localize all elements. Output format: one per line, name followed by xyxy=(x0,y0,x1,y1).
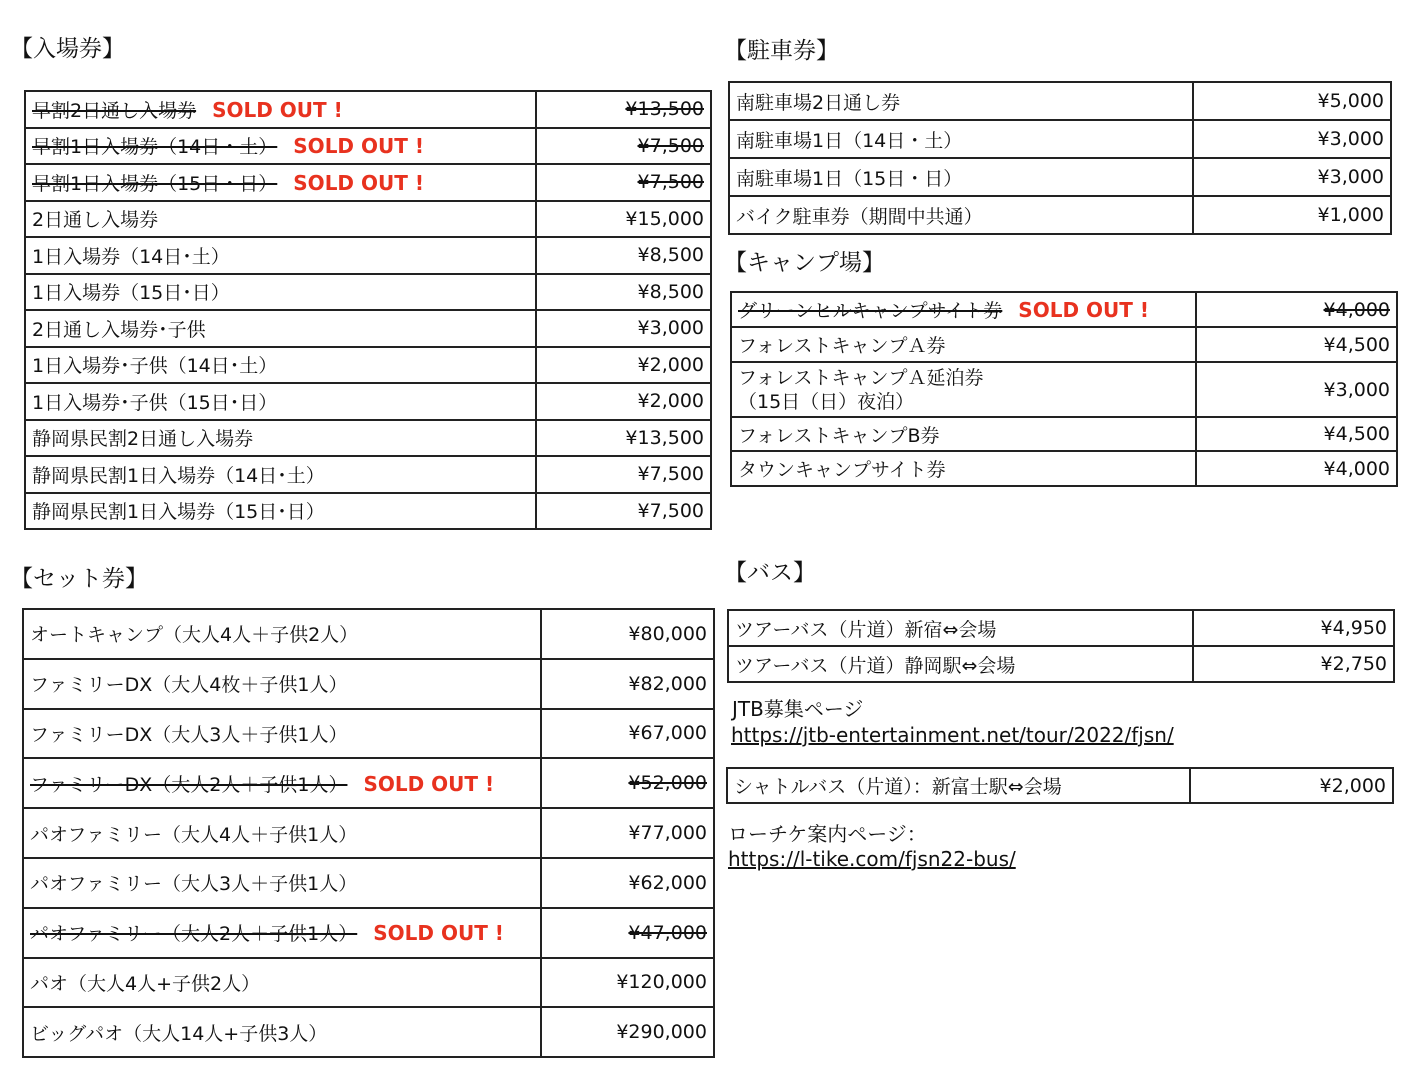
admission-rows xyxy=(25,91,711,529)
ticket-price: ¥52,000 xyxy=(541,758,714,808)
ticket-name-cell xyxy=(25,310,536,347)
ticket-name: パオファミリー（大人3人＋子供1人） xyxy=(30,873,358,896)
ticket-name-cell xyxy=(25,420,536,457)
ticket-name: パオファミリー（大人4人＋子供1人） xyxy=(30,823,358,846)
ticket-name-cell xyxy=(728,610,1193,646)
ticket-name: 早割1日入場券（14日・土） xyxy=(32,136,278,159)
shuttle-table xyxy=(726,767,1394,804)
ticket-name-cell xyxy=(23,709,541,759)
ticket-name: 1日入場券（14日･土） xyxy=(32,245,230,268)
ticket-price: ¥7,500 xyxy=(536,456,711,493)
ticket-name: パオ（大人4人+子供2人） xyxy=(30,972,261,995)
ticket-name: ツアーバス（片道）静岡駅⇔会場 xyxy=(735,654,1016,677)
admission-row xyxy=(25,383,711,420)
shuttle-row xyxy=(727,768,1393,803)
ticket-name: フォレストキャンプＡ延泊券 xyxy=(738,366,984,389)
ticket-price: ¥7,500 xyxy=(536,164,711,201)
ticket-name: 南駐車場1日（15日・日） xyxy=(736,167,963,190)
ticket-name: フォレストキャンプB券 xyxy=(738,424,940,447)
parking-row xyxy=(729,120,1391,158)
ticket-price: ¥5,000 xyxy=(1193,82,1391,120)
ticket-name-cell xyxy=(731,451,1196,486)
camp-row xyxy=(731,292,1397,327)
ticket-name-cell xyxy=(731,292,1196,327)
parking-row xyxy=(729,82,1391,120)
ticket-name-cell xyxy=(729,120,1193,158)
jtb-link[interactable]: https://jtb-entertainment.net/tour/2022/fjsn/ xyxy=(731,723,1174,747)
set-row xyxy=(23,808,714,858)
ticket-name-cell xyxy=(25,456,536,493)
bus-table xyxy=(727,609,1395,683)
admission-row xyxy=(25,274,711,311)
jtb-label: JTB募集ページ xyxy=(732,697,864,721)
ticket-name-cell xyxy=(23,808,541,858)
set-row xyxy=(23,709,714,759)
ticket-price: ¥290,000 xyxy=(541,1007,714,1057)
ticket-name: フォレストキャンプＡ券 xyxy=(738,335,946,357)
ticket-name: 南駐車場1日（14日・土） xyxy=(736,129,963,152)
ticket-name-cell xyxy=(729,82,1193,120)
ticket-name: 静岡県民割1日入場券（14日･土） xyxy=(32,464,325,487)
ticket-price: ¥8,500 xyxy=(536,274,711,311)
ticket-name-cell xyxy=(731,417,1196,451)
camp-row xyxy=(731,451,1397,486)
admission-row xyxy=(25,237,711,274)
ticket-name: 南駐車場2日通し券 xyxy=(736,91,901,114)
ticket-name: 1日入場券（15日･日） xyxy=(32,282,230,305)
admission-row xyxy=(25,128,711,165)
ticket-price: ¥80,000 xyxy=(541,609,714,659)
ticket-name-cell xyxy=(25,201,536,238)
admission-row xyxy=(25,347,711,384)
set-row xyxy=(23,758,714,808)
ticket-name-line2: （15日（日）夜泊） xyxy=(738,390,915,413)
lawson-link[interactable]: https://l-tike.com/fjsn22-bus/ xyxy=(728,847,1016,871)
ticket-price: ¥2,000 xyxy=(536,347,711,384)
ticket-name-cell xyxy=(23,908,541,958)
ticket-name-cell xyxy=(728,646,1193,682)
bus-rows xyxy=(728,610,1394,682)
ticket-name-cell xyxy=(25,237,536,274)
ticket-name: ツアーバス（片道）新宿⇔会場 xyxy=(735,618,997,641)
set-row xyxy=(23,609,714,659)
ticket-price: ¥4,500 xyxy=(1196,417,1397,451)
ticket-name: ビッグパオ（大人14人+子供3人） xyxy=(30,1022,328,1045)
ticket-name-cell xyxy=(25,347,536,384)
set-row xyxy=(23,858,714,908)
ticket-name: 1日入場券･子供（15日･日） xyxy=(32,391,278,414)
ticket-name-cell xyxy=(729,196,1193,234)
admission-row xyxy=(25,456,711,493)
ticket-price: ¥3,000 xyxy=(1196,362,1397,417)
ticket-name-cell xyxy=(25,274,536,311)
ticket-price: ¥2,000 xyxy=(536,383,711,420)
set-table xyxy=(22,608,715,1058)
admission-row xyxy=(25,164,711,201)
ticket-name: 静岡県民割1日入場券（15日･日） xyxy=(32,501,325,524)
ticket-name-cell xyxy=(729,158,1193,196)
set-heading: 【セット券】 xyxy=(10,566,148,592)
set-rows xyxy=(23,609,714,1057)
admission-row xyxy=(25,420,711,457)
admission-heading: 【入場券】 xyxy=(10,36,125,62)
ticket-name-cell xyxy=(25,493,536,530)
ticket-price: ¥7,500 xyxy=(536,493,711,530)
ticket-name: ファミリーDX（大人4枚＋子供1人） xyxy=(30,674,348,697)
ticket-price: ¥120,000 xyxy=(541,958,714,1008)
parking-rows xyxy=(729,82,1391,234)
parking-row xyxy=(729,196,1391,234)
ticket-name-cell xyxy=(25,164,536,201)
ticket-name: グリーンヒルキャンプサイト券 xyxy=(738,300,1003,322)
ticket-name: ファミリーDX（大人3人＋子供1人） xyxy=(30,723,348,746)
camp-table xyxy=(730,291,1398,487)
admission-row xyxy=(25,493,711,530)
set-row xyxy=(23,908,714,958)
sold-out-badge: SOLD OUT ! xyxy=(373,921,504,946)
ticket-price: ¥8,500 xyxy=(536,237,711,274)
camp-row xyxy=(731,417,1397,451)
bus-row xyxy=(728,610,1394,646)
admission-table xyxy=(24,90,712,530)
ticket-name-cell xyxy=(23,1007,541,1057)
sold-out-badge: SOLD OUT ! xyxy=(1018,298,1149,322)
ticket-name: 1日入場券･子供（14日･土） xyxy=(32,355,278,378)
lawson-label: ローチケ案内ページ： xyxy=(728,822,927,846)
sold-out-badge: SOLD OUT ! xyxy=(363,771,495,796)
camp-rows xyxy=(731,292,1397,486)
ticket-price: ¥13,500 xyxy=(536,91,711,128)
sold-out-badge: SOLD OUT ! xyxy=(212,97,343,122)
bus-heading: 【バス】 xyxy=(724,560,816,586)
ticket-price: ¥47,000 xyxy=(541,908,714,958)
ticket-price: ¥67,000 xyxy=(541,709,714,759)
set-row xyxy=(23,958,714,1008)
ticket-name-cell xyxy=(25,91,536,128)
set-row xyxy=(23,1007,714,1057)
ticket-price: ¥13,500 xyxy=(536,420,711,457)
parking-row xyxy=(729,158,1391,196)
sold-out-badge: SOLD OUT ! xyxy=(293,134,424,159)
camp-row xyxy=(731,362,1397,417)
ticket-name-cell xyxy=(23,758,541,808)
set-row xyxy=(23,659,714,709)
ticket-price: ¥15,000 xyxy=(536,201,711,238)
camp-row xyxy=(731,327,1397,362)
ticket-name: 静岡県民割2日通し入場券 xyxy=(32,428,254,451)
ticket-price: ¥62,000 xyxy=(541,858,714,908)
ticket-price: ¥3,000 xyxy=(1193,120,1391,158)
admission-row xyxy=(25,201,711,238)
shuttle-price: ¥2,000 xyxy=(1190,768,1393,803)
parking-heading: 【駐車券】 xyxy=(724,38,839,64)
ticket-name-cell xyxy=(23,609,541,659)
ticket-name-cell xyxy=(23,659,541,709)
ticket-name-cell xyxy=(23,858,541,908)
ticket-name: オートキャンプ（大人4人＋子供2人） xyxy=(30,624,359,647)
ticket-name-cell xyxy=(25,128,536,165)
parking-table xyxy=(728,81,1392,235)
ticket-name: ファミリーDX（大人2人＋子供1人） xyxy=(30,773,348,796)
camp-heading: 【キャンプ場】 xyxy=(724,250,885,276)
ticket-price: ¥77,000 xyxy=(541,808,714,858)
ticket-name: 2日通し入場券･子供 xyxy=(32,318,206,341)
bus-row xyxy=(728,646,1394,682)
ticket-name: タウンキャンプサイト券 xyxy=(738,459,946,481)
ticket-name-cell xyxy=(23,958,541,1008)
ticket-price: ¥82,000 xyxy=(541,659,714,709)
ticket-price: ¥2,750 xyxy=(1193,646,1394,682)
ticket-price: ¥3,000 xyxy=(536,310,711,347)
ticket-price: ¥3,000 xyxy=(1193,158,1391,196)
ticket-name-cell xyxy=(731,327,1196,362)
ticket-name-cell xyxy=(25,383,536,420)
admission-row xyxy=(25,91,711,128)
ticket-name: パオファミリー（大人2人＋子供1人） xyxy=(30,923,358,946)
admission-row xyxy=(25,310,711,347)
ticket-name: バイク駐車券（期間中共通） xyxy=(736,205,983,228)
ticket-price: ¥4,000 xyxy=(1196,451,1397,486)
ticket-name: 早割1日入場券（15日・日） xyxy=(32,172,278,195)
ticket-name: 2日通し入場券 xyxy=(32,209,159,232)
ticket-price: ¥1,000 xyxy=(1193,196,1391,234)
ticket-name-cell xyxy=(731,362,1196,417)
ticket-price: ¥4,500 xyxy=(1196,327,1397,362)
ticket-name: 早割2日通し入場券 xyxy=(32,99,197,122)
ticket-price: ¥7,500 xyxy=(536,128,711,165)
ticket-price: ¥4,000 xyxy=(1196,292,1397,327)
sold-out-badge: SOLD OUT ! xyxy=(293,170,424,195)
shuttle-name: シャトルバス（片道）：新富士駅⇔会場 xyxy=(727,768,1190,803)
ticket-price: ¥4,950 xyxy=(1193,610,1394,646)
